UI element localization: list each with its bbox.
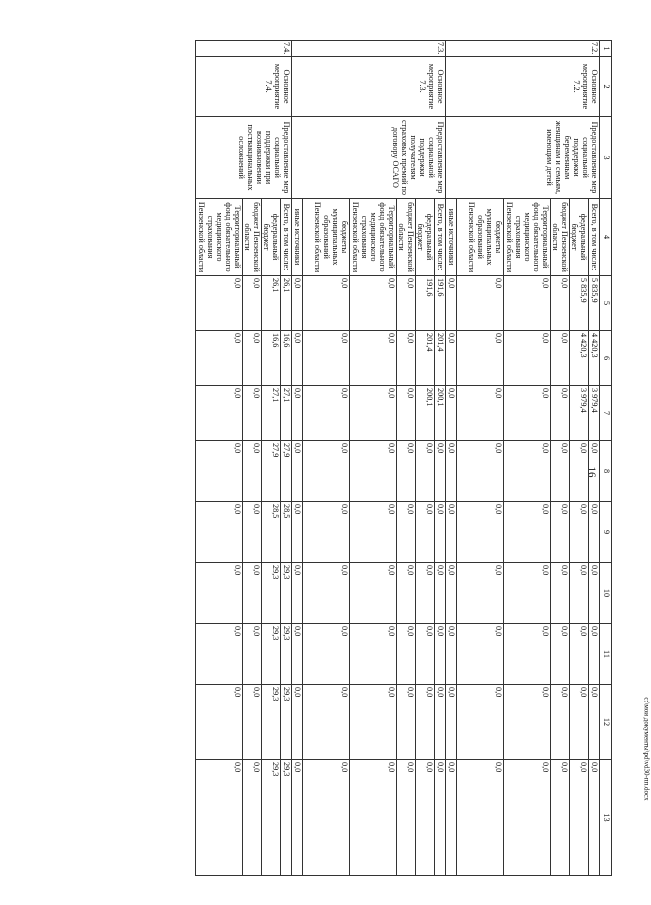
value-cell: 200,1 <box>435 386 446 441</box>
value-cell: 0,0 <box>446 386 457 441</box>
value-cell: 0,0 <box>435 441 446 502</box>
value-cell: 0,0 <box>303 685 350 760</box>
value-cell: 200,1 <box>416 386 435 441</box>
funding-source-cell: Всего, в том числе: <box>281 199 292 276</box>
value-cell: 0,0 <box>243 276 262 331</box>
value-cell: 16,6 <box>262 331 281 386</box>
value-cell: 0,0 <box>457 276 504 331</box>
value-cell: 0,0 <box>504 441 551 502</box>
value-cell: 0,0 <box>504 624 551 685</box>
header-cell-2: 2 <box>600 57 612 117</box>
footer-file-path: c:\мои документы\pd\vd30-пп.docx <box>642 697 651 801</box>
value-cell: 0,0 <box>551 685 570 760</box>
header-cell-7: 7 <box>600 386 612 441</box>
value-cell: 0,0 <box>435 624 446 685</box>
value-cell: 0,0 <box>397 760 416 876</box>
header-cell-11: 11 <box>600 624 612 685</box>
funding-source-cell: бюджет Пензенской области <box>551 199 570 276</box>
value-cell: 0,0 <box>303 386 350 441</box>
funding-source-cell: Территориальный фонд обязательного медицинского страхования Пензенской области <box>504 199 551 276</box>
table-row <box>589 41 600 876</box>
value-cell: 0,0 <box>303 760 350 876</box>
value-cell: 16,6 <box>281 331 292 386</box>
value-cell: 0,0 <box>196 685 243 760</box>
header-cell-13: 13 <box>600 760 612 876</box>
value-cell: 0,0 <box>446 563 457 624</box>
value-cell: 0,0 <box>435 760 446 876</box>
value-cell: 0,0 <box>589 760 600 876</box>
value-cell: 0,0 <box>446 760 457 876</box>
value-cell: 4 420,3 <box>570 331 589 386</box>
table-row <box>435 41 446 876</box>
value-cell: 0,0 <box>196 624 243 685</box>
value-cell: 0,0 <box>292 760 303 876</box>
header-row <box>600 41 612 876</box>
value-cell: 0,0 <box>196 760 243 876</box>
value-cell: 3 979,4 <box>570 386 589 441</box>
event-name-cell: Основное мероприятие 7.3. <box>292 57 446 117</box>
event-description-cell: Предоставление мер социальной поддержки беременным женщинам и семьям, имеющим детей <box>446 117 600 199</box>
value-cell: 0,0 <box>570 563 589 624</box>
value-cell: 0,0 <box>435 685 446 760</box>
value-cell: 0,0 <box>303 502 350 563</box>
funding-source-cell: Территориальный фонд обязательного медицинского страхования Пензенской области <box>196 199 243 276</box>
value-cell: 0,0 <box>350 685 397 760</box>
funding-source-cell: федеральный бюджет <box>416 199 435 276</box>
funding-source-cell: бюджеты муниципальных образований Пензенской области <box>457 199 504 276</box>
value-cell: 0,0 <box>292 331 303 386</box>
value-cell: 28,5 <box>281 502 292 563</box>
value-cell: 0,0 <box>196 563 243 624</box>
value-cell: 0,0 <box>196 441 243 502</box>
value-cell: 0,0 <box>589 563 600 624</box>
value-cell: 0,0 <box>551 502 570 563</box>
value-cell: 27,9 <box>281 441 292 502</box>
header-cell-4: 4 <box>600 199 612 276</box>
value-cell: 0,0 <box>243 563 262 624</box>
value-cell: 0,0 <box>570 760 589 876</box>
value-cell: 0,0 <box>350 624 397 685</box>
value-cell: 191,6 <box>416 276 435 331</box>
value-cell: 0,0 <box>551 441 570 502</box>
value-cell: 0,0 <box>570 624 589 685</box>
value-cell: 3 979,4 <box>589 386 600 441</box>
value-cell: 0,0 <box>243 441 262 502</box>
value-cell: 0,0 <box>589 502 600 563</box>
value-cell: 0,0 <box>416 760 435 876</box>
value-cell: 0,0 <box>292 441 303 502</box>
value-cell: 0,0 <box>551 331 570 386</box>
header-cell-1: 1 <box>600 41 612 57</box>
value-cell: 0,0 <box>303 563 350 624</box>
value-cell: 0,0 <box>397 386 416 441</box>
funding-source-cell: федеральный бюджет <box>570 199 589 276</box>
value-cell: 0,0 <box>350 276 397 331</box>
value-cell: 27,9 <box>262 441 281 502</box>
value-cell: 201,4 <box>416 331 435 386</box>
value-cell: 0,0 <box>570 502 589 563</box>
value-cell: 201,4 <box>435 331 446 386</box>
funding-source-cell: бюджеты муниципальных образований Пензенской области <box>303 199 350 276</box>
value-cell: 27,1 <box>281 386 292 441</box>
value-cell: 29,3 <box>281 563 292 624</box>
value-cell: 0,0 <box>457 331 504 386</box>
value-cell: 0,0 <box>397 685 416 760</box>
value-cell: 0,0 <box>397 276 416 331</box>
value-cell: 0,0 <box>504 685 551 760</box>
value-cell: 0,0 <box>350 760 397 876</box>
value-cell: 0,0 <box>457 685 504 760</box>
value-cell: 0,0 <box>243 386 262 441</box>
value-cell: 0,0 <box>416 685 435 760</box>
value-cell: 0,0 <box>303 276 350 331</box>
value-cell: 0,0 <box>303 441 350 502</box>
value-cell: 0,0 <box>589 624 600 685</box>
value-cell: 0,0 <box>551 563 570 624</box>
value-cell: 0,0 <box>196 331 243 386</box>
header-cell-3: 3 <box>600 117 612 199</box>
value-cell: 0,0 <box>551 760 570 876</box>
value-cell: 0,0 <box>551 386 570 441</box>
funding-source-cell: Территориальный фонд обязательного медицинского страхования Пензенской области <box>350 199 397 276</box>
funding-table <box>195 40 612 876</box>
value-cell: 0,0 <box>397 441 416 502</box>
header-cell-6: 6 <box>600 331 612 386</box>
value-cell: 0,0 <box>292 502 303 563</box>
value-cell: 0,0 <box>457 502 504 563</box>
value-cell: 0,0 <box>504 563 551 624</box>
event-description-cell: Предоставление мер социальной поддержки при возникновении поствакцинальных осложнений <box>196 117 292 199</box>
header-cell-8: 8 <box>600 441 612 502</box>
value-cell: 0,0 <box>457 386 504 441</box>
value-cell: 0,0 <box>292 685 303 760</box>
value-cell: 0,0 <box>457 441 504 502</box>
value-cell: 0,0 <box>303 331 350 386</box>
funding-source-cell: бюджет Пензенской области <box>243 199 262 276</box>
value-cell: 0,0 <box>196 276 243 331</box>
value-cell: 0,0 <box>416 502 435 563</box>
row-number-cell: 7.2. <box>446 41 600 57</box>
value-cell: 0,0 <box>350 386 397 441</box>
value-cell: 29,3 <box>262 624 281 685</box>
table-row <box>281 41 292 876</box>
value-cell: 0,0 <box>446 441 457 502</box>
value-cell: 0,0 <box>196 502 243 563</box>
value-cell: 0,0 <box>551 624 570 685</box>
value-cell: 5 835,9 <box>570 276 589 331</box>
value-cell: 0,0 <box>551 276 570 331</box>
value-cell: 0,0 <box>243 502 262 563</box>
value-cell: 5 835,9 <box>589 276 600 331</box>
value-cell: 0,0 <box>435 563 446 624</box>
header-cell-5: 5 <box>600 276 612 331</box>
value-cell: 0,0 <box>292 563 303 624</box>
funding-source-cell: Всего, в том числе: <box>435 199 446 276</box>
value-cell: 29,3 <box>262 563 281 624</box>
row-number-cell: 7.4. <box>196 41 292 57</box>
event-name-cell: Основное мероприятие 7.2. <box>446 57 600 117</box>
value-cell: 0,0 <box>243 760 262 876</box>
value-cell: 29,3 <box>281 685 292 760</box>
value-cell: 0,0 <box>589 685 600 760</box>
value-cell: 0,0 <box>397 502 416 563</box>
value-cell: 0,0 <box>243 624 262 685</box>
event-name-cell: Основное мероприятие 7.4. <box>196 57 292 117</box>
value-cell: 0,0 <box>435 502 446 563</box>
value-cell: 0,0 <box>589 441 600 502</box>
value-cell: 0,0 <box>196 386 243 441</box>
value-cell: 0,0 <box>292 386 303 441</box>
funding-source-cell: иные источники <box>292 199 303 276</box>
value-cell: 0,0 <box>504 386 551 441</box>
funding-source-cell: Всего, в том числе: <box>589 199 600 276</box>
value-cell: 0,0 <box>504 276 551 331</box>
value-cell: 4 420,3 <box>589 331 600 386</box>
rotated-table-container <box>92 40 612 875</box>
value-cell: 0,0 <box>446 331 457 386</box>
value-cell: 28,5 <box>262 502 281 563</box>
row-number-cell: 7.3. <box>292 41 446 57</box>
value-cell: 27,1 <box>262 386 281 441</box>
value-cell: 26,1 <box>281 276 292 331</box>
value-cell: 0,0 <box>416 441 435 502</box>
header-cell-9: 9 <box>600 502 612 563</box>
funding-source-cell: иные источники <box>446 199 457 276</box>
value-cell: 191,6 <box>435 276 446 331</box>
value-cell: 0,0 <box>416 624 435 685</box>
funding-source-cell: бюджет Пензенской области <box>397 199 416 276</box>
value-cell: 0,0 <box>457 760 504 876</box>
value-cell: 0,0 <box>446 624 457 685</box>
event-description-cell: Предоставление мер социальной поддержки получателям страховых премий по договору ОСАГО <box>292 117 446 199</box>
value-cell: 0,0 <box>446 685 457 760</box>
header-cell-10: 10 <box>600 563 612 624</box>
table-body <box>196 41 612 876</box>
value-cell: 0,0 <box>457 624 504 685</box>
value-cell: 0,0 <box>397 624 416 685</box>
value-cell: 0,0 <box>570 685 589 760</box>
value-cell: 0,0 <box>570 441 589 502</box>
value-cell: 29,3 <box>281 760 292 876</box>
value-cell: 29,3 <box>262 685 281 760</box>
value-cell: 0,0 <box>457 563 504 624</box>
page-number: 16 <box>585 466 598 478</box>
value-cell: 29,3 <box>262 760 281 876</box>
value-cell: 0,0 <box>350 502 397 563</box>
value-cell: 0,0 <box>397 563 416 624</box>
value-cell: 0,0 <box>397 331 416 386</box>
value-cell: 0,0 <box>446 276 457 331</box>
value-cell: 0,0 <box>350 441 397 502</box>
value-cell: 0,0 <box>504 502 551 563</box>
header-cell-12: 12 <box>600 685 612 760</box>
value-cell: 0,0 <box>504 760 551 876</box>
value-cell: 0,0 <box>350 331 397 386</box>
value-cell: 0,0 <box>292 276 303 331</box>
funding-source-cell: федеральный бюджет <box>262 199 281 276</box>
value-cell: 0,0 <box>243 685 262 760</box>
value-cell: 0,0 <box>504 331 551 386</box>
value-cell: 29,3 <box>281 624 292 685</box>
value-cell: 0,0 <box>303 624 350 685</box>
value-cell: 0,0 <box>292 624 303 685</box>
value-cell: 26,1 <box>262 276 281 331</box>
value-cell: 0,0 <box>350 563 397 624</box>
value-cell: 0,0 <box>243 331 262 386</box>
value-cell: 0,0 <box>446 502 457 563</box>
value-cell: 0,0 <box>416 563 435 624</box>
